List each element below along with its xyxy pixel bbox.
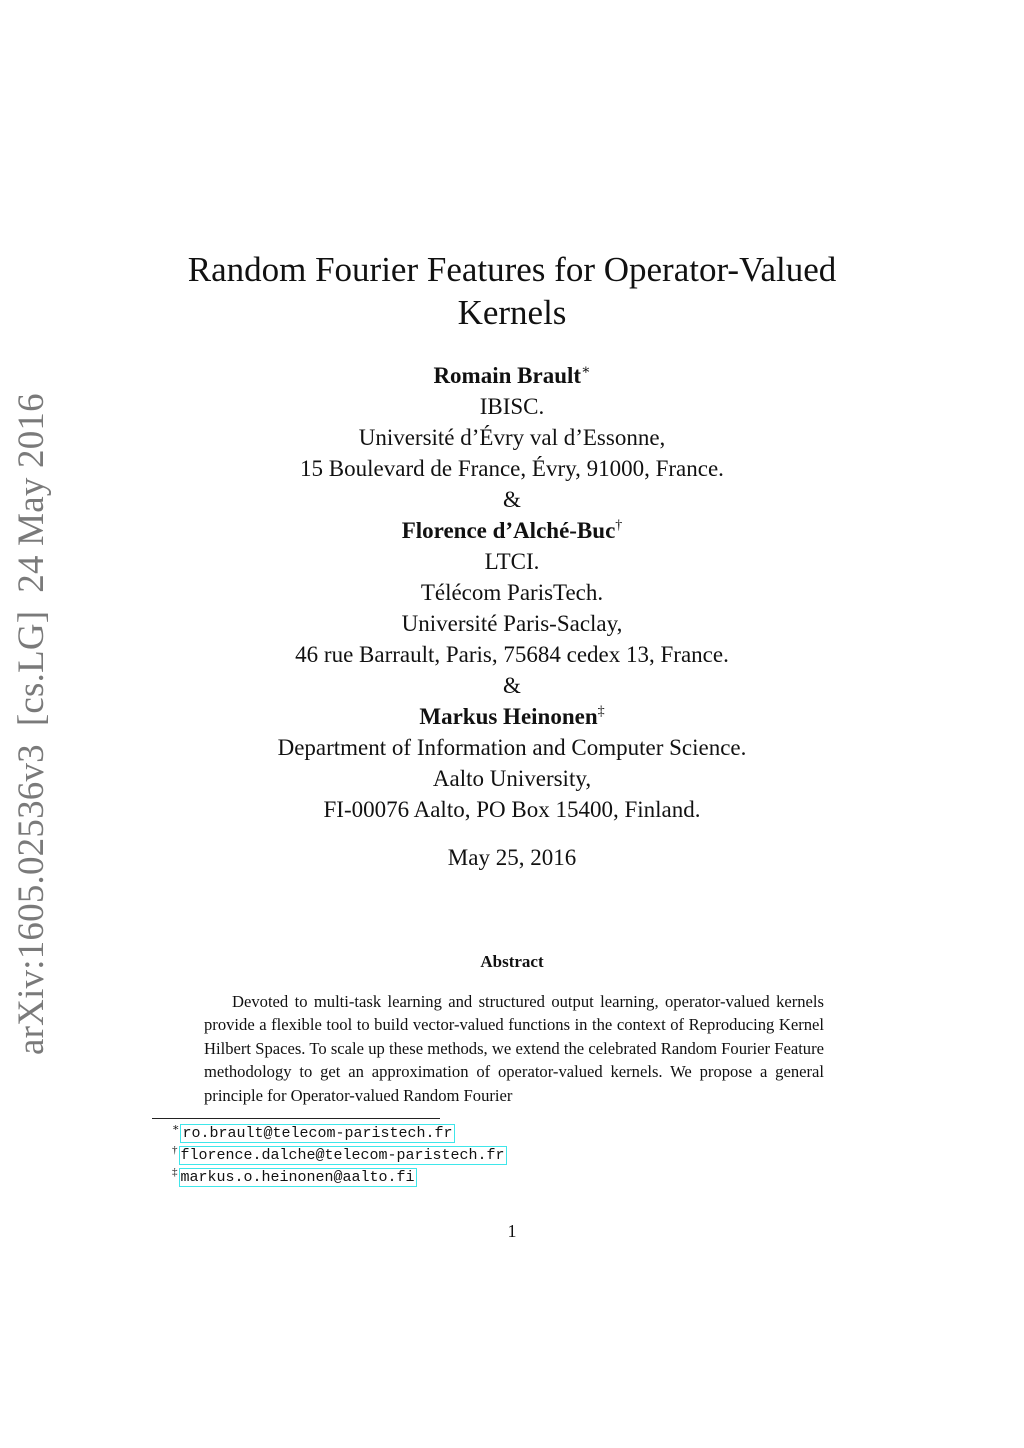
abstract-heading: Abstract xyxy=(480,952,544,971)
author-name: Florence d’Alché-Buc xyxy=(401,518,616,543)
footnote xyxy=(172,1166,672,1188)
arxiv-side-stamp xyxy=(10,393,53,1055)
email-link[interactable]: florence.dalche@telecom-paristech.fr xyxy=(180,1147,505,1164)
affiliation-line: Université Paris-Saclay, xyxy=(401,611,623,636)
footnote xyxy=(172,1144,672,1166)
author-name-line xyxy=(200,360,824,391)
footnote-mark[interactable]: ∗ xyxy=(581,363,591,378)
email-link[interactable]: markus.o.heinonen@aalto.fi xyxy=(180,1169,415,1186)
arxiv-date: 24 May 2016 xyxy=(11,393,52,593)
email-link[interactable]: ro.brault@telecom-paristech.fr xyxy=(182,1125,453,1142)
footnote xyxy=(172,1122,672,1144)
title-line-1: Random Fourier Features for Operator-Valued xyxy=(187,250,837,289)
footnotes xyxy=(172,1122,672,1188)
footnote-mark: ‡ xyxy=(172,1166,178,1178)
footnote-rule xyxy=(152,1118,440,1119)
abstract-text: Devoted to multi-task learning and structured output learning, operator-valued kernels provide a flexible tool to build vector-valued functions in the context of Reproducing Kernel Hilbert Spaces. To scale up these methods, we extend the celebrated Random Fourier Feature methodology to get an approximation of operator-valued kernels. We propose a general principle for Operator-valued Random Fourier xyxy=(204,992,824,1105)
footnote-mark: † xyxy=(172,1144,178,1156)
arxiv-id[interactable]: arXiv:1605.02536v3 xyxy=(11,744,52,1055)
author-separator: & xyxy=(503,487,521,512)
author-name-line xyxy=(200,701,824,732)
affiliation-line: FI-00076 Aalto, PO Box 15400, Finland. xyxy=(323,797,701,822)
footnote-mark: ∗ xyxy=(172,1122,180,1134)
affiliation-line: Université d’Évry val d’Essonne, xyxy=(358,425,666,450)
affiliation-line: Aalto University, xyxy=(432,766,592,791)
paper-date: May 25, 2016 xyxy=(447,845,577,870)
affiliation-line: Télécom ParisTech. xyxy=(420,580,604,605)
affiliation-line: IBISC. xyxy=(479,394,545,419)
author-block xyxy=(200,360,824,825)
affiliation-line: 46 rue Barrault, Paris, 75684 cedex 13, France. xyxy=(295,642,729,667)
affiliation-line: Department of Information and Computer Science. xyxy=(277,735,747,760)
affiliation-line: LTCI. xyxy=(484,549,540,574)
arxiv-category: [cs.LG] xyxy=(11,610,52,727)
page-number: 1 xyxy=(507,1221,517,1241)
affiliation-line: 15 Boulevard de France, Évry, 91000, France. xyxy=(300,456,724,481)
paper-title xyxy=(152,248,872,334)
footnote-mark[interactable]: † xyxy=(615,518,623,533)
author-name: Markus Heinonen xyxy=(419,704,598,729)
author-separator: & xyxy=(503,673,521,698)
footnote-mark[interactable]: ‡ xyxy=(597,704,605,719)
author-name: Romain Brault xyxy=(433,363,582,388)
title-line-2: Kernels xyxy=(457,293,567,332)
author-name-line xyxy=(200,515,824,546)
